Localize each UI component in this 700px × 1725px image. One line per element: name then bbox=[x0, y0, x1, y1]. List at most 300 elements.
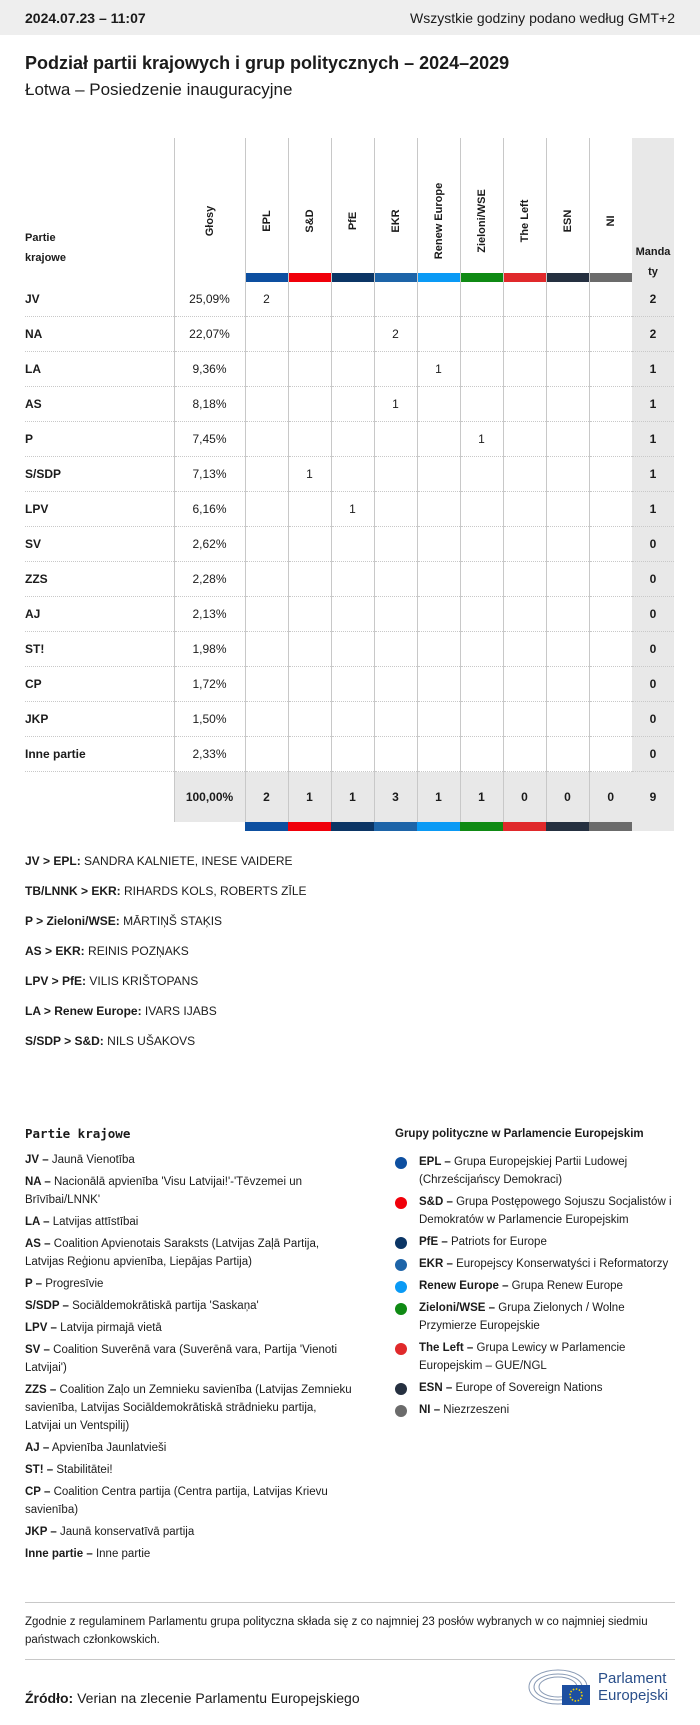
group-legend-text bbox=[419, 1401, 509, 1419]
national-legend-item bbox=[25, 1173, 355, 1209]
group-legend-item bbox=[395, 1339, 685, 1375]
table-row bbox=[25, 632, 674, 667]
source-label: Źródło: bbox=[25, 1690, 74, 1706]
seat-cell bbox=[288, 562, 331, 597]
group-dot-icon bbox=[395, 1303, 407, 1315]
seat-cell bbox=[374, 702, 417, 737]
rules-note: Zgodnie z regulaminem Parlamentu grupa polityczna składa się z co najmniej 23 posłów wybranych w co najmniej siedmiu państwach członkowskich. bbox=[25, 1602, 675, 1660]
table-row bbox=[25, 737, 674, 772]
seat-cell: 1 bbox=[417, 352, 460, 387]
seat-cell bbox=[331, 702, 374, 737]
seat-cell bbox=[460, 562, 503, 597]
group-name: Grupa Postępowego Sojuszu Socjalistów i Demokratów w Parlamencie Europejskim bbox=[419, 1196, 672, 1226]
seat-cell bbox=[460, 702, 503, 737]
group-dot-icon bbox=[395, 1343, 407, 1355]
seat-cell bbox=[460, 282, 503, 317]
group-column-header bbox=[331, 138, 374, 282]
assignment-line bbox=[25, 883, 307, 913]
party-abbr: Inne partie – bbox=[25, 1548, 93, 1560]
party-cell: Inne partie bbox=[25, 737, 174, 772]
votes-cell: 8,18% bbox=[174, 387, 245, 422]
votes-cell: 1,72% bbox=[174, 667, 245, 702]
party-abbr: LPV – bbox=[25, 1322, 57, 1334]
seat-cell bbox=[589, 387, 632, 422]
party-cell: CP bbox=[25, 667, 174, 702]
seat-cell bbox=[288, 737, 331, 772]
assignment-key: TB/LNNK > EKR: bbox=[25, 884, 121, 898]
seat-cell bbox=[546, 737, 589, 772]
party-abbr: AS – bbox=[25, 1238, 51, 1250]
seat-cell bbox=[288, 632, 331, 667]
group-color-bar bbox=[503, 822, 546, 831]
votes-cell: 2,33% bbox=[174, 737, 245, 772]
group-header-label: S&D bbox=[303, 209, 316, 233]
group-abbr: Zieloni/WSE – bbox=[419, 1302, 496, 1314]
seat-cell bbox=[460, 492, 503, 527]
group-color-bar bbox=[417, 822, 460, 831]
seat-cell bbox=[288, 317, 331, 352]
seat-cell bbox=[245, 562, 288, 597]
seat-cell bbox=[245, 702, 288, 737]
seat-cell: 2 bbox=[374, 317, 417, 352]
party-abbr: S/SDP – bbox=[25, 1300, 69, 1312]
seat-cell bbox=[245, 422, 288, 457]
seat-cell bbox=[417, 387, 460, 422]
group-abbr: NI – bbox=[419, 1404, 441, 1416]
group-legend-text bbox=[419, 1339, 685, 1375]
group-legend-item bbox=[395, 1233, 685, 1251]
group-dot-icon bbox=[395, 1383, 407, 1395]
group-legend-item bbox=[395, 1153, 685, 1189]
seat-cell bbox=[417, 562, 460, 597]
national-legend-item bbox=[25, 1483, 355, 1519]
page-subtitle: Łotwa – Posiedzenie inauguracyjne bbox=[25, 80, 293, 99]
party-cell: ZZS bbox=[25, 562, 174, 597]
party-name: Progresīvie bbox=[45, 1278, 104, 1290]
seats-cell: 0 bbox=[632, 527, 674, 562]
national-legend-item bbox=[25, 1341, 355, 1377]
seat-cell bbox=[503, 282, 546, 317]
page-title: Podział partii krajowych i grup politycznych – 2024–2029 bbox=[25, 53, 510, 73]
party-header-line2: krajowe bbox=[25, 252, 66, 264]
seat-cell bbox=[245, 492, 288, 527]
group-name: Grupa Zielonych / Wolne Przymierze Europejskie bbox=[419, 1302, 625, 1332]
group-abbr: Renew Europe – bbox=[419, 1280, 509, 1292]
seat-cell bbox=[417, 422, 460, 457]
seat-cell bbox=[331, 632, 374, 667]
votes-cell: 9,36% bbox=[174, 352, 245, 387]
seat-cell bbox=[245, 352, 288, 387]
total-seat-cell: 1 bbox=[417, 772, 460, 823]
group-name: Europe of Sovereign Nations bbox=[455, 1382, 603, 1394]
votes-column-header bbox=[174, 138, 245, 282]
seat-cell bbox=[417, 492, 460, 527]
group-legend-text bbox=[419, 1153, 685, 1189]
group-abbr: S&D – bbox=[419, 1196, 453, 1208]
assignment-names: NILS UŠAKOVS bbox=[107, 1034, 196, 1048]
group-color-bar bbox=[289, 273, 331, 282]
seat-cell bbox=[288, 387, 331, 422]
party-cell: JKP bbox=[25, 702, 174, 737]
totals-row bbox=[25, 772, 674, 823]
seat-cell bbox=[503, 632, 546, 667]
seat-cell bbox=[460, 667, 503, 702]
party-name: Latvija pirmajā vietā bbox=[60, 1322, 162, 1334]
party-abbr: JKP – bbox=[25, 1526, 57, 1538]
national-legend-item bbox=[25, 1461, 355, 1479]
seat-cell bbox=[546, 632, 589, 667]
seat-cell: 1 bbox=[331, 492, 374, 527]
seat-cell bbox=[460, 597, 503, 632]
political-groups-legend bbox=[395, 1125, 685, 1423]
party-cell: ST! bbox=[25, 632, 174, 667]
group-name: Patriots for Europe bbox=[450, 1236, 547, 1248]
seat-cell bbox=[374, 597, 417, 632]
assignment-names: VILIS KRIŠTOPANS bbox=[89, 974, 199, 988]
national-legend-item bbox=[25, 1235, 355, 1271]
seat-cell bbox=[417, 667, 460, 702]
seat-cell bbox=[589, 632, 632, 667]
table-row bbox=[25, 527, 674, 562]
group-name: Grupa Europejskiej Partii Ludowej (Chrześcijańscy Demokraci) bbox=[419, 1156, 628, 1186]
national-legend-title: Partie krajowe bbox=[25, 1126, 131, 1141]
party-name: Latvijas attīstībai bbox=[52, 1216, 139, 1228]
group-color-bar bbox=[246, 273, 288, 282]
party-name: Nacionālā apvienība 'Visu Latvijai!'-'Tēvzemei un Brīvībai/LNNK' bbox=[25, 1176, 302, 1206]
seat-cell bbox=[503, 597, 546, 632]
seat-cell bbox=[503, 667, 546, 702]
seat-cell bbox=[417, 457, 460, 492]
table-row bbox=[25, 457, 674, 492]
national-legend-item bbox=[25, 1381, 355, 1435]
seats-cell: 0 bbox=[632, 632, 674, 667]
datetime: 2024.07.23 – 11:07 bbox=[25, 9, 146, 26]
seat-cell bbox=[245, 387, 288, 422]
seat-distribution-table bbox=[25, 138, 674, 831]
group-color-bar bbox=[504, 273, 546, 282]
table-row bbox=[25, 282, 674, 317]
seat-cell bbox=[589, 352, 632, 387]
total-seats-cell: 9 bbox=[632, 772, 674, 823]
seat-cell: 1 bbox=[460, 422, 503, 457]
seat-cell bbox=[589, 702, 632, 737]
seat-cell bbox=[331, 282, 374, 317]
party-cell: SV bbox=[25, 527, 174, 562]
group-legend-text bbox=[419, 1255, 668, 1273]
party-abbr: CP – bbox=[25, 1486, 51, 1498]
party-name: Inne partie bbox=[95, 1548, 151, 1560]
assignment-key: S/SDP > S&D: bbox=[25, 1034, 104, 1048]
seat-cell bbox=[589, 282, 632, 317]
total-seat-cell: 0 bbox=[546, 772, 589, 823]
seat-cell bbox=[503, 352, 546, 387]
group-color-bar bbox=[418, 273, 460, 282]
seat-cell bbox=[503, 702, 546, 737]
group-color-bar bbox=[288, 822, 331, 831]
seat-cell bbox=[546, 422, 589, 457]
party-cell: LA bbox=[25, 352, 174, 387]
group-legend-item bbox=[395, 1193, 685, 1229]
seat-cell bbox=[503, 317, 546, 352]
group-dot-icon bbox=[395, 1237, 407, 1249]
seats-cell: 1 bbox=[632, 492, 674, 527]
party-abbr: AJ – bbox=[25, 1442, 50, 1454]
party-column-header bbox=[25, 138, 174, 282]
party-name: Coalition Suverēnā vara (Suverēnā vara, Partija 'Vienoti Latvijai') bbox=[25, 1344, 338, 1374]
assignment-names: MĀRTIŅŠ STAĶIS bbox=[123, 914, 223, 928]
seat-cell bbox=[374, 737, 417, 772]
group-dot-icon bbox=[395, 1259, 407, 1271]
group-color-bars-row bbox=[25, 822, 674, 831]
party-cell: P bbox=[25, 422, 174, 457]
total-seat-cell: 0 bbox=[503, 772, 546, 823]
seat-cell bbox=[503, 422, 546, 457]
mep-assignments bbox=[25, 853, 307, 1063]
seat-cell bbox=[546, 317, 589, 352]
group-header-label: ESN bbox=[561, 209, 574, 233]
seat-cell bbox=[288, 667, 331, 702]
group-legend-item bbox=[395, 1255, 685, 1273]
seat-cell bbox=[331, 562, 374, 597]
group-color-bar bbox=[375, 273, 417, 282]
seat-cell bbox=[503, 492, 546, 527]
seat-cell bbox=[503, 737, 546, 772]
national-legend-item bbox=[25, 1213, 355, 1231]
seats-cell: 0 bbox=[632, 702, 674, 737]
seat-cell bbox=[288, 282, 331, 317]
seat-cell bbox=[331, 457, 374, 492]
group-header-label: EPL bbox=[260, 210, 273, 232]
seat-cell bbox=[589, 562, 632, 597]
seats-cell: 0 bbox=[632, 667, 674, 702]
group-color-bar bbox=[547, 273, 589, 282]
votes-cell: 1,50% bbox=[174, 702, 245, 737]
party-abbr: ST! – bbox=[25, 1464, 54, 1476]
seat-cell bbox=[245, 737, 288, 772]
seat-cell bbox=[331, 527, 374, 562]
seats-cell: 0 bbox=[632, 562, 674, 597]
source-text: Verian na zlecenie Parlamentu Europejskiego bbox=[77, 1690, 360, 1706]
seat-cell bbox=[374, 667, 417, 702]
group-legend-text bbox=[419, 1193, 685, 1229]
party-name: Jaunā Vienotība bbox=[51, 1154, 135, 1166]
assignment-names: REINIS POZŅAKS bbox=[88, 944, 189, 958]
total-seat-cell: 1 bbox=[288, 772, 331, 823]
group-dot-icon bbox=[395, 1197, 407, 1209]
seat-cell bbox=[331, 422, 374, 457]
seat-cell bbox=[589, 457, 632, 492]
assignment-line bbox=[25, 913, 307, 943]
seat-cell bbox=[589, 667, 632, 702]
seat-cell bbox=[589, 317, 632, 352]
group-header-label: NI bbox=[604, 215, 617, 227]
party-name: Coalition Centra partija (Centra partija, Latvijas Krievu savienība) bbox=[25, 1486, 328, 1516]
seats-cell: 1 bbox=[632, 422, 674, 457]
seat-cell bbox=[546, 527, 589, 562]
seat-cell bbox=[331, 317, 374, 352]
party-abbr: SV – bbox=[25, 1344, 50, 1356]
seat-cell bbox=[374, 527, 417, 562]
logo-line1: Parlament bbox=[598, 1670, 667, 1687]
total-seat-cell: 2 bbox=[245, 772, 288, 823]
seat-cell bbox=[288, 352, 331, 387]
votes-cell: 2,13% bbox=[174, 597, 245, 632]
group-column-header bbox=[245, 138, 288, 282]
party-cell: AS bbox=[25, 387, 174, 422]
votes-cell: 25,09% bbox=[174, 282, 245, 317]
seat-cell bbox=[460, 527, 503, 562]
party-abbr: LA – bbox=[25, 1216, 50, 1228]
national-legend-item bbox=[25, 1151, 355, 1169]
party-abbr: P – bbox=[25, 1278, 43, 1290]
seat-cell bbox=[331, 597, 374, 632]
seat-cell bbox=[546, 667, 589, 702]
seat-cell bbox=[503, 527, 546, 562]
group-column-header bbox=[288, 138, 331, 282]
seat-cell bbox=[546, 457, 589, 492]
seat-cell bbox=[417, 597, 460, 632]
party-cell: S/SDP bbox=[25, 457, 174, 492]
seat-cell bbox=[546, 492, 589, 527]
group-name: Grupa Renew Europe bbox=[511, 1280, 623, 1292]
assignment-line bbox=[25, 1033, 307, 1063]
seat-cell bbox=[245, 457, 288, 492]
seat-cell bbox=[417, 702, 460, 737]
party-cell: JV bbox=[25, 282, 174, 317]
votes-cell: 2,28% bbox=[174, 562, 245, 597]
group-legend-item bbox=[395, 1401, 685, 1419]
top-bar bbox=[0, 0, 700, 35]
seats-header-line2: ty bbox=[648, 266, 658, 278]
group-color-bar bbox=[332, 273, 374, 282]
total-seat-cell: 3 bbox=[374, 772, 417, 823]
source-line bbox=[25, 1690, 360, 1706]
total-votes-cell: 100,00% bbox=[174, 772, 245, 823]
national-legend-item bbox=[25, 1545, 355, 1563]
seat-cell bbox=[460, 632, 503, 667]
national-legend-item bbox=[25, 1319, 355, 1337]
seat-cell bbox=[460, 352, 503, 387]
group-name: Niezrzeszeni bbox=[443, 1404, 510, 1416]
group-dot-icon bbox=[395, 1281, 407, 1293]
group-abbr: ESN – bbox=[419, 1382, 453, 1394]
group-dot-icon bbox=[395, 1157, 407, 1169]
assignment-key: AS > EKR: bbox=[25, 944, 85, 958]
seat-cell bbox=[288, 597, 331, 632]
group-header-label: PfE bbox=[346, 211, 359, 231]
party-cell: AJ bbox=[25, 597, 174, 632]
group-legend-text bbox=[419, 1233, 547, 1251]
total-seat-cell: 0 bbox=[589, 772, 632, 823]
group-column-header bbox=[546, 138, 589, 282]
group-name: Grupa Lewicy w Parlamencie Europejskim – GUE/NGL bbox=[419, 1342, 626, 1372]
assignment-line bbox=[25, 853, 307, 883]
seat-cell bbox=[374, 562, 417, 597]
seats-cell: 2 bbox=[632, 317, 674, 352]
party-name: Coalition Apvienotais Saraksts (Latvijas Zaļā Partija, Latvijas Reģionu apvienība, Liepājas Partija) bbox=[25, 1238, 320, 1268]
seats-column-header bbox=[632, 138, 674, 282]
group-column-header bbox=[460, 138, 503, 282]
party-name: Jaunā konservatīvā partija bbox=[59, 1526, 195, 1538]
group-color-bar bbox=[331, 822, 374, 831]
group-legend-item bbox=[395, 1277, 685, 1295]
group-abbr: EKR – bbox=[419, 1258, 453, 1270]
party-name: Coalition Zaļo un Zemnieku savienība (Latvijas Zemnieku savienība, Latvijas Sociāldemokrātiskā strādnieku partija, Latvijai un Ventspilij) bbox=[25, 1384, 352, 1432]
group-color-bar bbox=[546, 822, 589, 831]
table-row bbox=[25, 387, 674, 422]
party-name: Sociāldemokrātiskā partija 'Saskaņa' bbox=[72, 1300, 259, 1312]
logo-line2: Europejski bbox=[598, 1687, 669, 1704]
group-color-bar bbox=[374, 822, 417, 831]
seat-cell: 1 bbox=[288, 457, 331, 492]
seat-cell bbox=[546, 597, 589, 632]
seat-cell bbox=[288, 527, 331, 562]
table-row bbox=[25, 317, 674, 352]
table-row bbox=[25, 667, 674, 702]
seat-cell bbox=[417, 737, 460, 772]
seats-cell: 1 bbox=[632, 387, 674, 422]
group-column-header bbox=[374, 138, 417, 282]
seats-cell: 1 bbox=[632, 457, 674, 492]
group-header-label: Zieloni/WSE bbox=[475, 189, 488, 253]
group-legend-text bbox=[419, 1277, 623, 1295]
seat-cell bbox=[417, 632, 460, 667]
assignment-key: P > Zieloni/WSE: bbox=[25, 914, 120, 928]
seat-cell bbox=[546, 282, 589, 317]
assignment-line bbox=[25, 1003, 307, 1033]
party-header-line1: Partie bbox=[25, 232, 56, 244]
seat-cell bbox=[374, 352, 417, 387]
table-row bbox=[25, 422, 674, 457]
seat-cell bbox=[288, 422, 331, 457]
seat-cell bbox=[589, 737, 632, 772]
seat-cell bbox=[417, 282, 460, 317]
table-row bbox=[25, 352, 674, 387]
party-name: Stabilitātei! bbox=[56, 1464, 113, 1476]
votes-cell: 2,62% bbox=[174, 527, 245, 562]
seat-cell bbox=[331, 737, 374, 772]
totals-blank bbox=[25, 772, 174, 823]
group-column-header bbox=[589, 138, 632, 282]
group-abbr: EPL – bbox=[419, 1156, 451, 1168]
seats-cell: 1 bbox=[632, 352, 674, 387]
seat-cell bbox=[288, 492, 331, 527]
timezone-note: Wszystkie godziny podano według GMT+2 bbox=[410, 9, 675, 26]
assignment-key: LPV > PfE: bbox=[25, 974, 87, 988]
seat-cell bbox=[288, 702, 331, 737]
seat-cell bbox=[503, 562, 546, 597]
seat-cell bbox=[503, 457, 546, 492]
seat-cell bbox=[417, 317, 460, 352]
seat-cell bbox=[589, 527, 632, 562]
group-abbr: The Left – bbox=[419, 1342, 474, 1354]
parliament-emblem-icon bbox=[528, 1667, 592, 1707]
seat-cell: 1 bbox=[374, 387, 417, 422]
seats-cell: 0 bbox=[632, 597, 674, 632]
national-legend-item bbox=[25, 1275, 355, 1293]
group-color-bar bbox=[245, 822, 288, 831]
group-legend-text bbox=[419, 1299, 685, 1335]
group-abbr: PfE – bbox=[419, 1236, 448, 1248]
group-legend-item bbox=[395, 1299, 685, 1335]
seat-cell bbox=[460, 317, 503, 352]
assignment-names: SANDRA KALNIETE, INESE VAIDERE bbox=[84, 854, 293, 868]
seats-cell: 0 bbox=[632, 737, 674, 772]
seats-cell: 2 bbox=[632, 282, 674, 317]
seat-cell bbox=[546, 387, 589, 422]
group-column-header bbox=[417, 138, 460, 282]
votes-cell: 1,98% bbox=[174, 632, 245, 667]
